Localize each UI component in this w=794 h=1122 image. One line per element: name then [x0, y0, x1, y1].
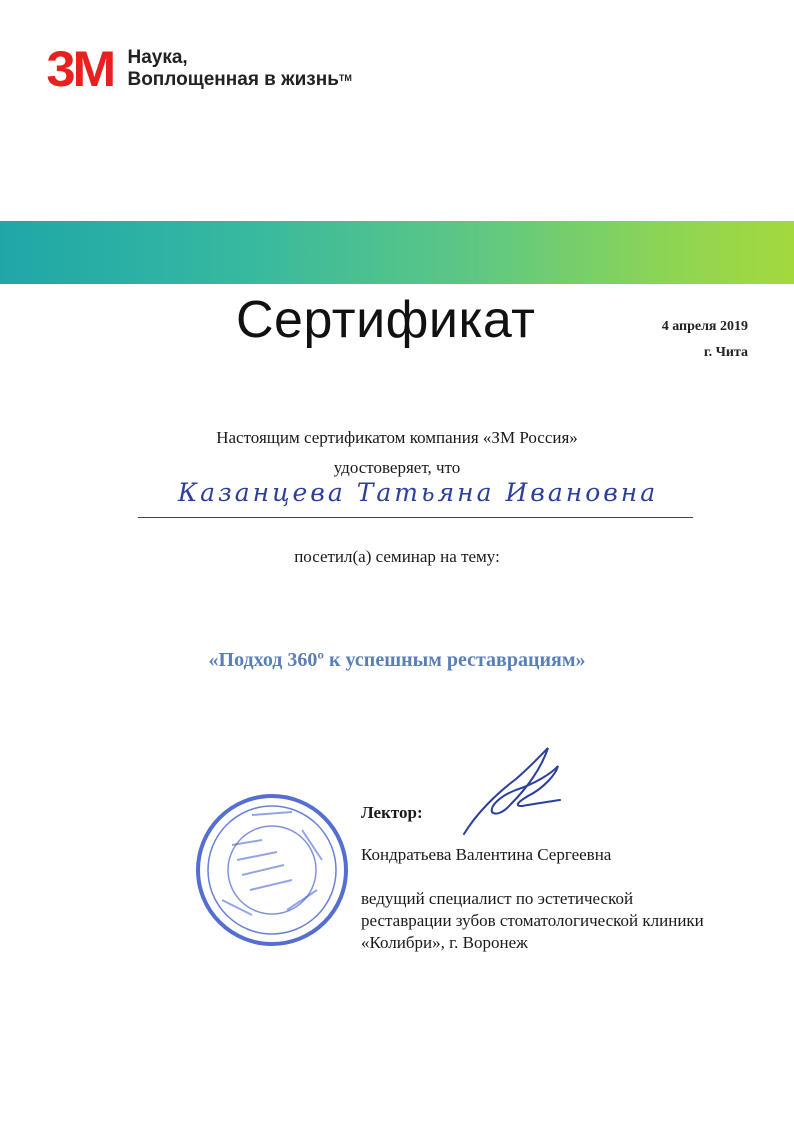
logo-mark: 3M — [46, 41, 114, 97]
name-underline — [138, 517, 693, 518]
gradient-band — [0, 221, 794, 284]
intro-text — [0, 423, 794, 483]
intro-line1: Настоящим сертификатом компания «ЗМ Россия» — [216, 428, 578, 447]
organization-stamp — [192, 790, 352, 950]
lecturer-label: Лектор: — [361, 803, 423, 822]
tagline-line1: Наука, — [127, 47, 188, 68]
attended-text: посетил(а) семинар на тему: — [294, 547, 500, 566]
brand-logo — [46, 41, 352, 97]
trademark-mark: TM — [338, 73, 352, 83]
seminar-topic: «Подход 360º к успешным реставрациям» — [208, 649, 586, 671]
lecturer-signature — [456, 744, 566, 840]
issue-date: 4 апреля 2019 — [661, 319, 748, 334]
issue-date-block — [662, 314, 748, 366]
lecturer-name: Кондратьева Валентина Сергеевна — [361, 845, 612, 864]
lecturer-role — [361, 888, 761, 954]
lecturer-role-line3: «Колибри», г. Воронеж — [361, 933, 528, 952]
issue-city: г. Чита — [703, 345, 748, 360]
certificate-title: Сертификат — [236, 291, 536, 349]
lecturer-role-line1: ведущий специалист по эстетической — [361, 889, 634, 908]
intro-line2: удостоверяет, что — [333, 458, 461, 477]
lecturer-role-line2: реставрации зубов стоматологической клиники — [361, 911, 704, 930]
brand-tagline — [127, 47, 351, 91]
tagline-line2: Воплощенная в жизнь™ — [127, 69, 352, 90]
recipient-name: Казанцева Татьяна Ивановна — [177, 478, 659, 507]
